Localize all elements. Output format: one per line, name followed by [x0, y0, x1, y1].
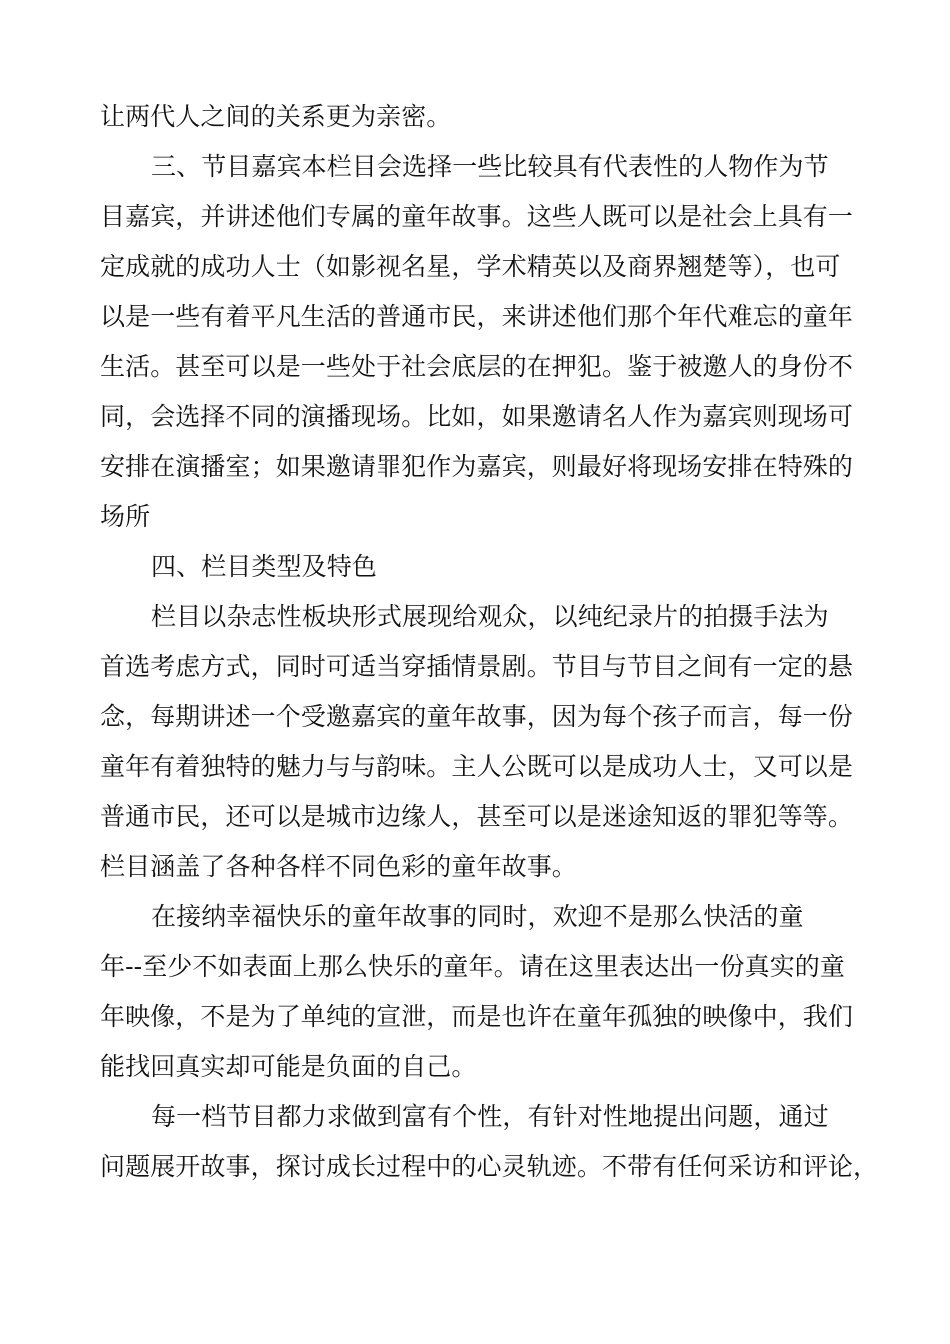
text-line: 场所	[100, 502, 151, 531]
text-line: 问题展开故事，探讨成长过程中的心灵轨迹。不带有任何采访和评论，	[100, 1152, 879, 1181]
text-line: 首选考虑方式，同时可适当穿插情景剧。节目与节目之间有一定的悬	[100, 652, 854, 681]
text-line: 在接纳幸福快乐的童年故事的同时，欢迎不是那么快活的童	[151, 902, 804, 931]
text-line: 念，每期讲述一个受邀嘉宾的童年故事，因为每个孩子而言，每一份	[100, 702, 854, 731]
text-line: 定成就的成功人士（如影视名星，学术精英以及商界翘楚等），也可	[100, 252, 841, 281]
text-line: 童年有着独特的魅力与与韵味。主人公既可以是成功人士，又可以是	[100, 752, 854, 781]
text-line: 以是一些有着平凡生活的普通市民，来讲述他们那个年代难忘的童年	[100, 302, 854, 331]
text-line: 生活。甚至可以是一些处于社会底层的在押犯。鉴于被邀人的身份不	[100, 352, 854, 381]
text-line: 年--至少不如表面上那么快乐的童年。请在这里表达出一份真实的童	[100, 952, 845, 981]
text-line: 每一档节目都力求做到富有个性，有针对性地提出问题，通过	[151, 1102, 829, 1131]
text-line: 栏目涵盖了各种各样不同色彩的童年故事。	[100, 852, 577, 881]
text-line: 目嘉宾，并讲述他们专属的童年故事。这些人既可以是社会上具有一	[100, 202, 854, 231]
text-line: 栏目以杂志性板块形式展现给观众，以纯纪录片的拍摄手法为	[151, 602, 829, 631]
text-line: 能找回真实却可能是负面的自己。	[100, 1052, 477, 1081]
text-line: 同，会选择不同的演播现场。比如，如果邀请名人作为嘉宾则现场可	[100, 402, 854, 431]
text-line: 安排在演播室；如果邀请罪犯作为嘉宾，则最好将现场安排在特殊的	[100, 452, 854, 481]
section-four-heading: 四、栏目类型及特色	[151, 552, 377, 581]
text-line: 让两代人之间的关系更为亲密。	[100, 102, 452, 131]
text-line: 年映像，不是为了单纯的宣泄，而是也许在童年孤独的映像中，我们	[100, 1002, 854, 1031]
text-line: 普通市民，还可以是城市边缘人，甚至可以是迷途知返的罪犯等等。	[100, 802, 854, 831]
section-three-line: 三、节目嘉宾本栏目会选择一些比较具有代表性的人物作为节	[151, 152, 829, 181]
